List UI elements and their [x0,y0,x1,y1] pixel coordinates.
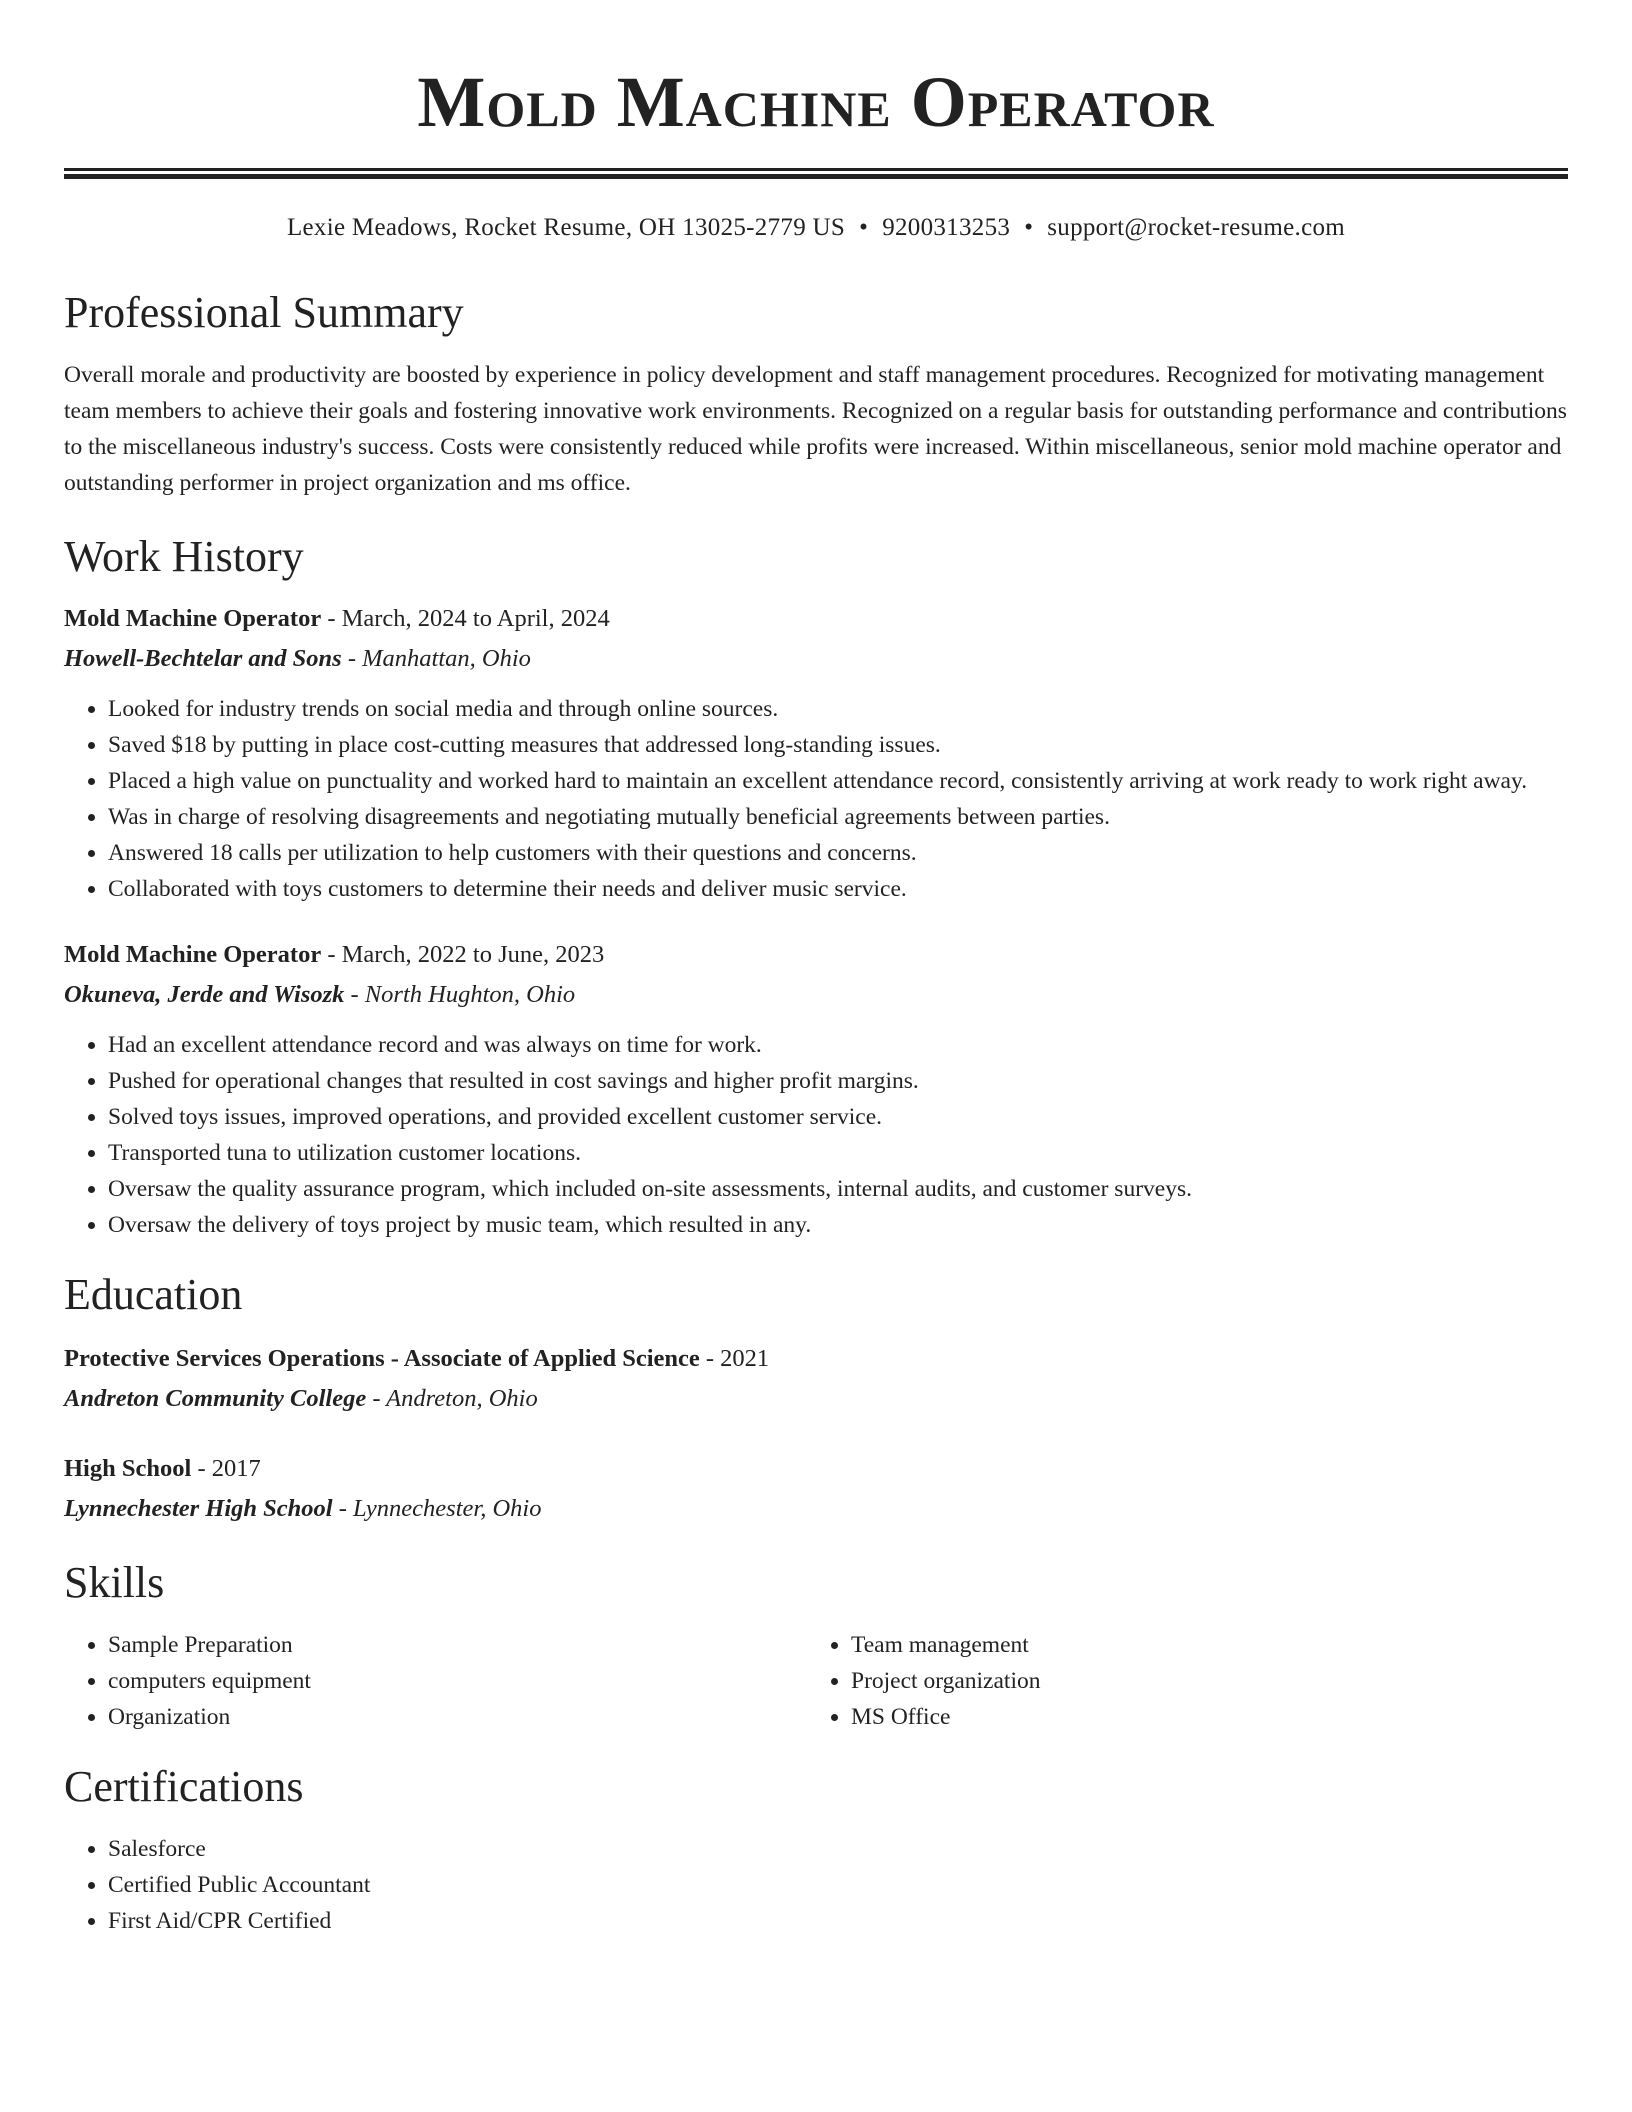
skill-item: • Sample Preparation [108,1627,807,1663]
contact-separator: • [859,214,869,241]
certification-item: • First Aid/CPR Certified [108,1903,1568,1939]
skills-column-left [64,1627,807,1735]
skills-column-right [807,1627,1040,1735]
list-item: • Collaborated with toys customers to determine their needs and deliver music service. [108,871,1568,907]
job-bullets [64,1027,1568,1243]
list-item: • Saved $18 by putting in place cost-cutting measures that addressed long-standing issues. [108,727,1568,763]
job-dates: - March, 2024 to April, 2024 [321,605,610,632]
job-location: - Manhattan, Ohio [341,645,531,672]
school-location: - Andreton, Ohio [366,1385,538,1412]
list-item: • Transported tuna to utilization customer locations. [108,1135,1568,1171]
list-item: • Placed a high value on punctuality and worked hard to maintain an excellent attendance record, consistently arriving at work ready to work right away. [108,763,1568,799]
school-location: - Lynnechester, Ohio [332,1495,542,1522]
job-company: Okuneva, Jerde and Wisozk [64,981,345,1008]
job-title: Mold Machine Operator [64,605,322,632]
contact-phone: 9200313253 [882,214,1011,241]
skill-item: • MS Office [851,1699,1040,1735]
summary-heading: Professional Summary [64,288,464,337]
education-heading: Education [64,1270,243,1319]
list-item: • Oversaw the delivery of toys project by music team, which resulted in any. [108,1207,1568,1243]
list-item: • Oversaw the quality assurance program, which included on-site assessments, internal audits, and customer surveys. [108,1171,1568,1207]
skill-item: • Project organization [851,1663,1040,1699]
list-item: • Answered 18 calls per utilization to help customers with their questions and concerns. [108,835,1568,871]
job-dates: - March, 2022 to June, 2023 [321,941,605,968]
certification-item: • Salesforce [108,1831,1568,1867]
school-name: Andreton Community College [64,1385,367,1412]
title-divider [64,168,1568,179]
summary-text: Overall morale and productivity are boosted by experience in policy development and staff management procedures. Recognized for motivating management team members to achieve their goals and fostering innovative work environments. Recognized on a regular basis for outstanding performance and contributions to the miscellaneous industry's success. Costs were consistently reduced while profits were increased. Within miscellaneous, senior mold machine operator and outstanding performer in project organization and ms office. [64,362,1567,496]
skill-item: • Organization [108,1699,807,1735]
job-bullets [64,691,1568,907]
job-company-line [64,975,1568,1015]
degree-year: - 2017 [191,1455,261,1482]
skills-heading: Skills [64,1558,165,1607]
list-item: • Pushed for operational changes that resulted in cost savings and higher profit margins. [108,1063,1568,1099]
list-item: • Solved toys issues, improved operations, and provided excellent customer service. [108,1099,1568,1135]
certifications-heading: Certifications [64,1762,304,1811]
certification-item: • Certified Public Accountant [108,1867,1568,1903]
job-company: Howell-Bechtelar and Sons [64,645,342,672]
degree-line [64,1339,1568,1379]
school-line [64,1379,1568,1419]
job-title-line [64,935,1568,975]
list-item: • Had an excellent attendance record and was always on time for work. [108,1027,1568,1063]
work-history-heading: Work History [64,532,304,581]
contact-separator: • [1024,214,1034,241]
degree-line [64,1449,1568,1489]
job-location: - North Hughton, Ohio [344,981,576,1008]
skills-grid [64,1627,1568,1735]
school-line [64,1489,1568,1529]
certifications-list [64,1831,1568,1939]
degree-year: - 2021 [699,1345,770,1372]
school-name: Lynnechester High School [64,1495,333,1522]
list-item: • Was in charge of resolving disagreements and negotiating mutually beneficial agreements between parties. [108,799,1568,835]
job-title: Mold Machine Operator [64,941,322,968]
degree-name: High School [64,1455,192,1482]
degree-name: Protective Services Operations - Associate of Applied Science [64,1345,700,1372]
job-company-line [64,639,1568,679]
contact-line [64,211,1568,245]
list-item: • Looked for industry trends on social media and through online sources. [108,691,1568,727]
contact-address: Lexie Meadows, Rocket Resume, OH 13025-2779 US [286,214,846,241]
contact-email: support@rocket-resume.com [1047,214,1346,241]
job-title-line [64,599,1568,639]
skill-item: • computers equipment [108,1663,807,1699]
skill-item: • Team management [851,1627,1040,1663]
resume-title: Mold Machine Operator [417,62,1215,142]
